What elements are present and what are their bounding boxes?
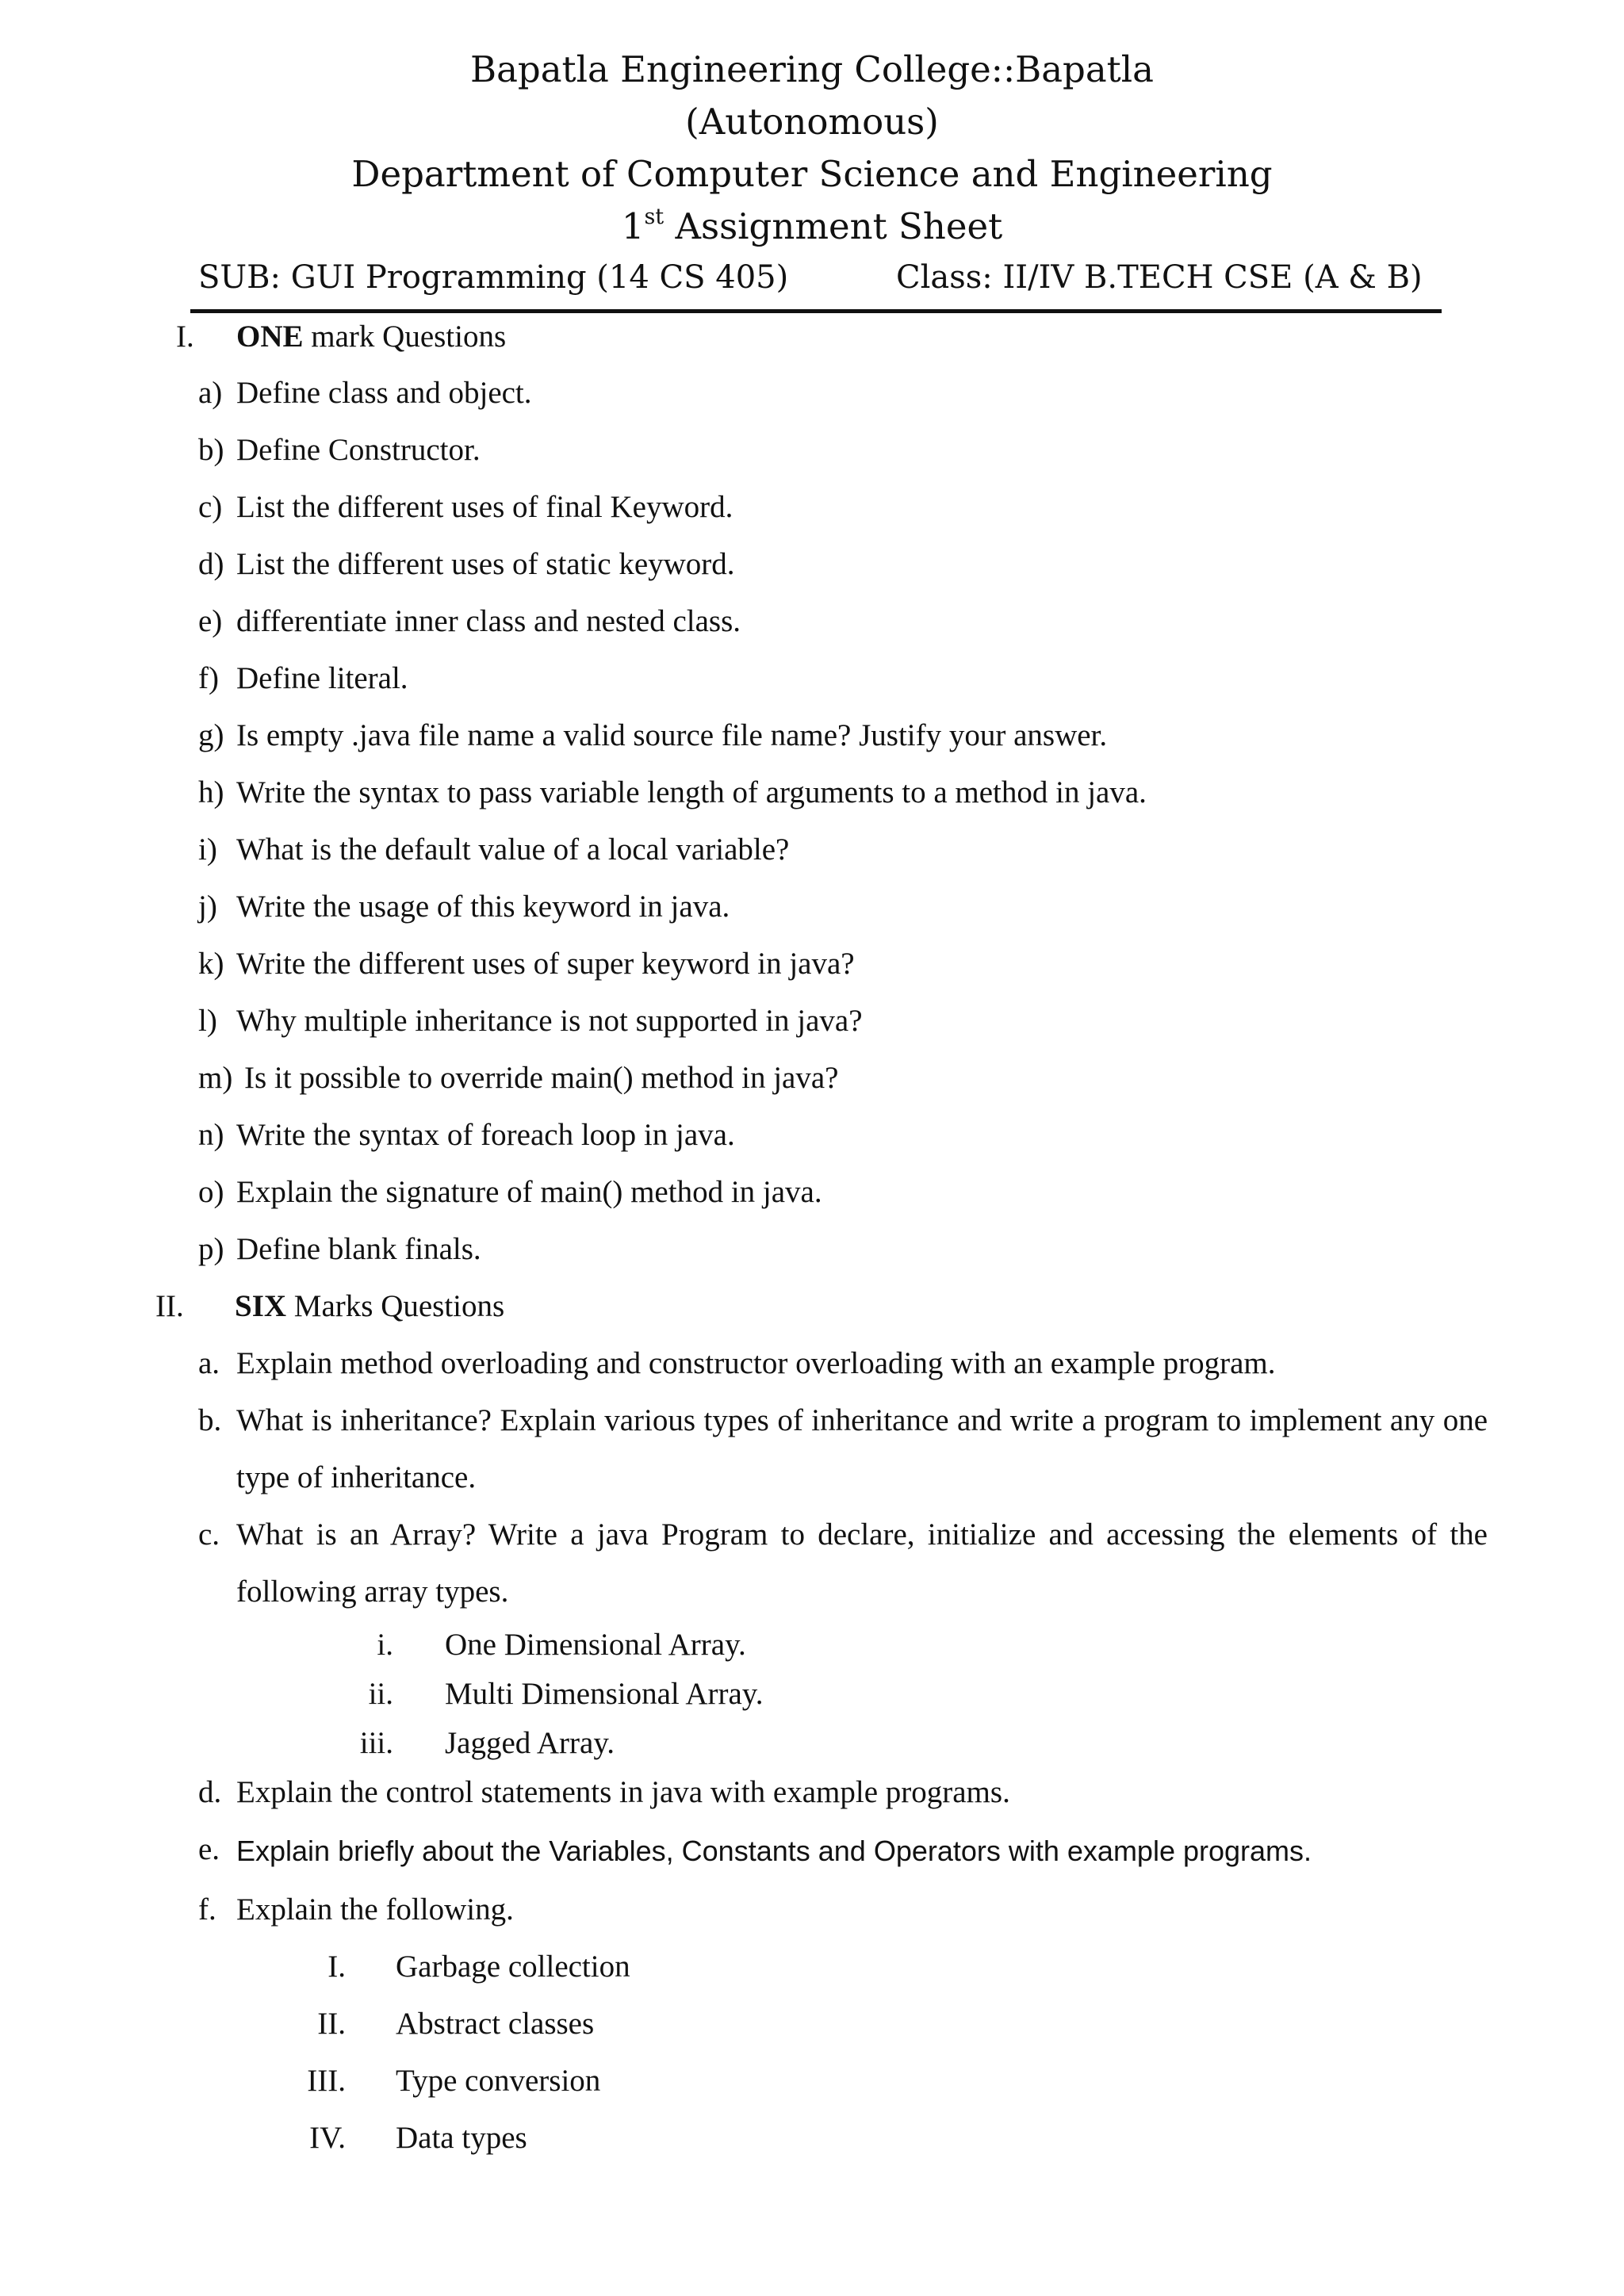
item-marker: III. bbox=[307, 2064, 346, 2098]
item-text: Write the usage of this keyword in java. bbox=[236, 890, 730, 924]
item-text: Define literal. bbox=[236, 661, 408, 695]
class-line: Class: II/IV B.TECH CSE (A & B) bbox=[896, 259, 1423, 296]
item-marker: i. bbox=[377, 1628, 393, 1662]
item-marker: e) bbox=[198, 604, 223, 638]
item-text: What is the default value of a local variable? bbox=[236, 832, 790, 867]
item-marker: l) bbox=[198, 1004, 217, 1038]
item-text: Data types bbox=[396, 2121, 527, 2155]
item-marker: I. bbox=[327, 1950, 346, 1984]
item-text: List the different uses of final Keyword. bbox=[236, 490, 733, 524]
item-text: Define Constructor. bbox=[236, 433, 481, 467]
item-marker: h) bbox=[198, 775, 224, 809]
item-text: Explain the control statements in java with example programs. bbox=[236, 1775, 1010, 1809]
item-marker: iii. bbox=[359, 1726, 393, 1760]
item-text: Garbage collection bbox=[396, 1950, 630, 1984]
section-title-rest: Marks Questions bbox=[293, 1289, 505, 1323]
item-text: What is an Array? Write a java Program to declare, initialize and accessing the elements of the following array types. bbox=[236, 1517, 1488, 1609]
item-marker: f) bbox=[198, 661, 219, 695]
sheet-title-text: Assignment Sheet bbox=[675, 205, 1003, 247]
item-marker: IV. bbox=[309, 2121, 346, 2155]
item-marker: II. bbox=[317, 2007, 346, 2041]
item-text: Abstract classes bbox=[396, 2007, 595, 2041]
item-text: Type conversion bbox=[396, 2064, 601, 2098]
section-title bbox=[235, 1287, 504, 1326]
department-name: Department of Computer Science and Engineering bbox=[351, 153, 1273, 195]
sheet-title bbox=[0, 201, 1624, 253]
item-text: Multi Dimensional Array. bbox=[445, 1677, 764, 1711]
item-text: Is it possible to override main() method in java? bbox=[244, 1061, 839, 1095]
item-text: Define class and object. bbox=[236, 376, 532, 410]
item-marker: e. bbox=[198, 1832, 220, 1866]
item-marker: c) bbox=[198, 490, 223, 524]
item-text: Explain the signature of main() method in java. bbox=[236, 1175, 822, 1209]
item-text: Why multiple inheritance is not supported in java? bbox=[236, 1004, 863, 1038]
item-marker: k) bbox=[198, 947, 224, 981]
section-title bbox=[236, 317, 506, 357]
header-divider bbox=[190, 309, 1442, 313]
item-text: Write the different uses of super keyword in java? bbox=[236, 947, 855, 981]
item-marker: c. bbox=[198, 1517, 220, 1552]
item-text: Explain the following. bbox=[236, 1892, 514, 1927]
college-name: Bapatla Engineering College::Bapatla bbox=[470, 48, 1154, 90]
section-numeral: II. bbox=[155, 1289, 184, 1323]
item-marker: a. bbox=[198, 1346, 220, 1380]
section-numeral: I. bbox=[176, 320, 194, 354]
sheet-number: 1 bbox=[621, 205, 645, 247]
section-title-rest: mark Questions bbox=[311, 320, 507, 354]
item-text: Is empty .java file name a valid source file name? Justify your answer. bbox=[236, 718, 1108, 752]
sheet-ordinal-suffix: st bbox=[644, 205, 665, 229]
item-marker: d. bbox=[198, 1775, 222, 1809]
item-text: differentiate inner class and nested class. bbox=[236, 604, 741, 638]
item-text: One Dimensional Array. bbox=[445, 1628, 746, 1662]
item-text: Explain briefly about the Variables, Constants and Operators with example programs. bbox=[236, 1835, 1312, 1867]
item-text: Write the syntax to pass variable length of arguments to a method in java. bbox=[236, 775, 1147, 809]
item-text: List the different uses of static keyword. bbox=[236, 547, 735, 581]
item-marker: g) bbox=[198, 718, 224, 752]
section-title-bold: ONE bbox=[236, 320, 304, 354]
item-text: Write the syntax of foreach loop in java. bbox=[236, 1118, 735, 1152]
item-marker: p) bbox=[198, 1232, 224, 1266]
item-marker: b. bbox=[198, 1403, 222, 1437]
item-marker: m) bbox=[198, 1061, 233, 1095]
item-marker: ii. bbox=[368, 1677, 393, 1711]
autonomous-status: (Autonomous) bbox=[685, 101, 939, 143]
document-header bbox=[0, 44, 1624, 253]
item-text: What is inheritance? Explain various types of inheritance and write a program to implement any one type of inheritance. bbox=[236, 1403, 1488, 1494]
item-text: Explain method overloading and constructor overloading with an example program. bbox=[236, 1346, 1276, 1380]
item-marker: j) bbox=[198, 890, 217, 924]
item-marker: f. bbox=[198, 1892, 216, 1927]
item-marker: d) bbox=[198, 547, 224, 581]
item-marker: o) bbox=[198, 1175, 224, 1209]
subject-line: SUB: GUI Programming (14 CS 405) bbox=[198, 259, 789, 296]
item-text: Define blank finals. bbox=[236, 1232, 481, 1266]
item-marker: i) bbox=[198, 832, 217, 867]
item-marker: n) bbox=[198, 1118, 224, 1152]
item-text: Jagged Array. bbox=[445, 1726, 615, 1760]
item-marker: b) bbox=[198, 433, 224, 467]
section-title-bold: SIX bbox=[235, 1289, 287, 1323]
item-marker: a) bbox=[198, 376, 223, 410]
